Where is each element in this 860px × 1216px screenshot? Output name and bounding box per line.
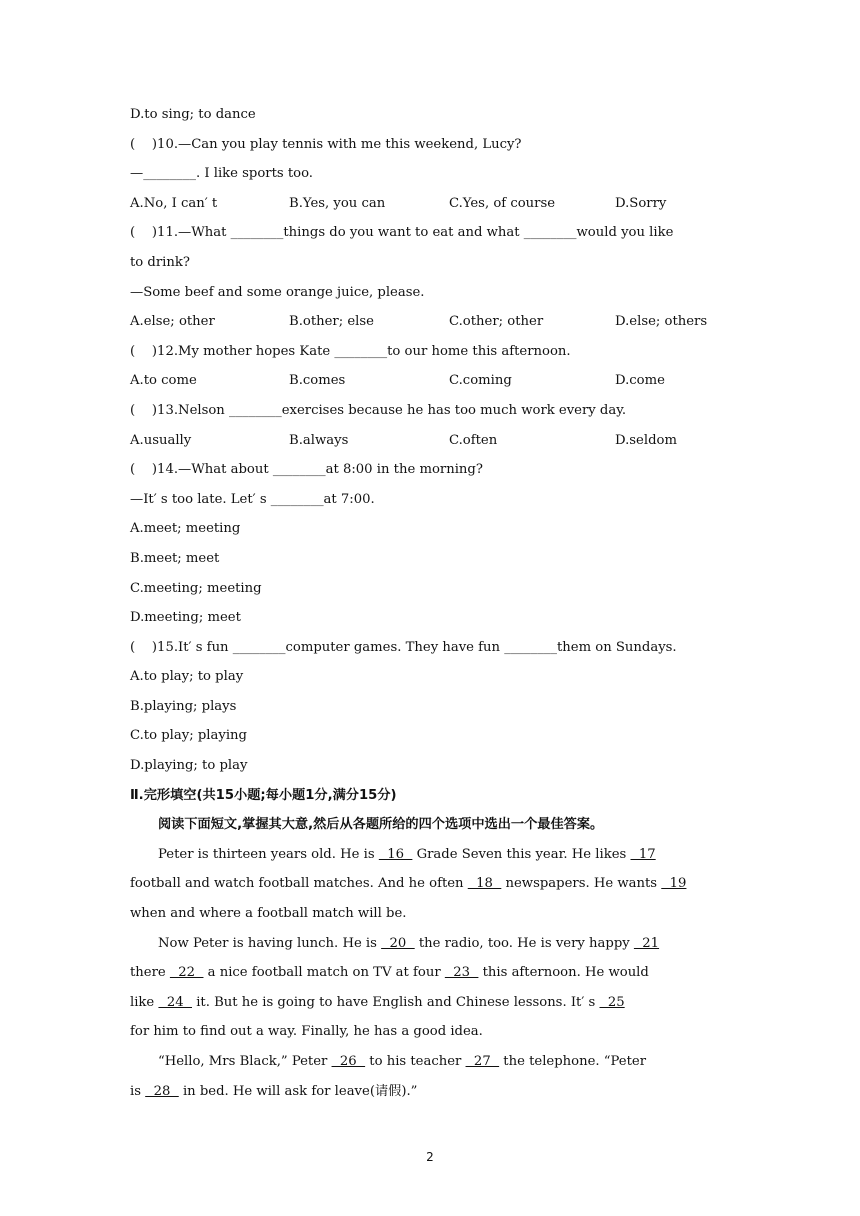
text: Now Peter is having lunch. He is — [158, 935, 382, 951]
blank-28: 28 — [145, 1083, 179, 1099]
q13-stem: ( )13.Nelson ________exercises because he has too much work every day. — [130, 402, 627, 418]
q12-stem: ( )12.My mother hopes Kate ________to our home this afternoon. — [130, 343, 571, 359]
blank-26: 26 — [331, 1054, 366, 1069]
passage-p2-line4: for him to find out a way. Finally, he has a good idea. — [130, 1024, 483, 1040]
section-heading: Ⅱ.完形填空(共15小题;每小题1分,满分15分) — [130, 787, 397, 803]
q14-option-b: B.meet; meet — [130, 550, 220, 566]
option-a: A.usually — [130, 432, 192, 448]
text: this afternoon. He would — [478, 965, 649, 981]
passage-p2-line2 — [130, 958, 730, 988]
text: football and watch football matches. And he often — [130, 876, 468, 892]
option-a: A.No, I can′ t — [130, 195, 218, 211]
q11-options — [130, 307, 730, 337]
text: newspapers. He wants — [501, 876, 662, 892]
q14-dialog: —It′ s too late. Let′ s ________at 7:00. — [130, 491, 375, 507]
blank-20: 20 — [381, 935, 415, 951]
passage-p1-line3: when and where a football match will be. — [130, 906, 407, 922]
blank-22: 22 — [169, 965, 204, 981]
passage-p3-line2 — [130, 1077, 730, 1107]
option-c: C.often — [449, 432, 498, 448]
option-a: A.to come — [130, 373, 197, 389]
text: in bed. He will ask for leave(请假).” — [178, 1083, 418, 1099]
blank-27: 27 — [465, 1054, 500, 1069]
page-content — [130, 100, 730, 1106]
text: the telephone. “Peter — [499, 1054, 647, 1069]
q15-option-a: A.to play; to play — [130, 669, 244, 685]
text: Peter is thirteen years old. He is — [158, 846, 379, 862]
q9-option-d: D.to sing; to dance — [130, 107, 256, 122]
option-c: C.coming — [449, 373, 512, 389]
option-d: D.Sorry — [615, 195, 667, 211]
q11-stem-cont: to drink? — [130, 254, 190, 270]
option-d: D.else; others — [615, 314, 708, 330]
option-b: B.always — [289, 432, 349, 448]
blank-16: 16 — [378, 846, 413, 862]
q11-stem: ( )11.—What ________things do you want to eat and what ________would you like — [130, 225, 674, 241]
passage-p1-line1 — [130, 840, 730, 870]
blank-19: 19 — [661, 876, 687, 892]
q15-stem: ( )15.It′ s fun ________computer games. They have fun ________them on Sundays. — [130, 639, 677, 655]
q14-stem: ( )14.—What about ________at 8:00 in the morning? — [130, 462, 483, 478]
q14-option-d: D.meeting; meet — [130, 610, 241, 626]
q15-option-d: D.playing; to play — [130, 758, 248, 774]
q15-option-c: C.to play; playing — [130, 728, 247, 744]
q14-option-a: A.meet; meeting — [130, 521, 241, 537]
passage-p2-line1 — [130, 929, 730, 959]
blank-18: 18 — [467, 876, 502, 892]
section-instruction: 阅读下面短文,掌握其大意,然后从各题所给的四个选项中选出一个最佳答案。 — [158, 817, 604, 833]
option-a: A.else; other — [130, 314, 215, 330]
passage-p3-line1 — [130, 1047, 730, 1077]
text: is — [130, 1083, 146, 1099]
blank-23: 23 — [444, 965, 479, 981]
q10-stem: ( )10.—Can you play tennis with me this weekend, Lucy? — [130, 136, 522, 152]
blank-17: 17 — [630, 846, 656, 862]
text: a nice football match on TV at four — [203, 965, 445, 981]
passage-p2-line3 — [130, 988, 730, 1018]
text: to his teacher — [365, 1054, 466, 1069]
text: Grade Seven this year. He likes — [412, 846, 631, 862]
q10-options — [130, 189, 730, 219]
blank-24: 24 — [158, 994, 192, 1010]
blank-21: 21 — [633, 935, 660, 951]
passage-p1-line2 — [130, 869, 730, 899]
q12-options — [130, 366, 730, 396]
option-b: B.comes — [289, 373, 346, 389]
q10-dialog: —________. I like sports too. — [130, 166, 313, 182]
text: the radio, too. He is very happy — [414, 935, 634, 951]
text: there — [130, 965, 170, 981]
option-c: C.Yes, of course — [449, 195, 556, 211]
q11-dialog: —Some beef and some orange juice, please. — [130, 284, 425, 300]
text: “Hello, Mrs Black,” Peter — [158, 1054, 332, 1069]
text: it. But he is going to have English and Chinese lessons. It′ s — [192, 994, 600, 1010]
option-b: B.Yes, you can — [289, 195, 386, 211]
option-b: B.other; else — [289, 314, 374, 330]
blank-25: 25 — [599, 994, 625, 1010]
option-c: C.other; other — [449, 314, 544, 330]
q14-option-c: C.meeting; meeting — [130, 580, 262, 596]
option-d: D.seldom — [615, 432, 677, 448]
page-number: 2 — [426, 1150, 434, 1164]
option-d: D.come — [615, 373, 665, 389]
q13-options — [130, 426, 730, 456]
q15-option-b: B.playing; plays — [130, 698, 237, 714]
text: like — [130, 994, 159, 1010]
